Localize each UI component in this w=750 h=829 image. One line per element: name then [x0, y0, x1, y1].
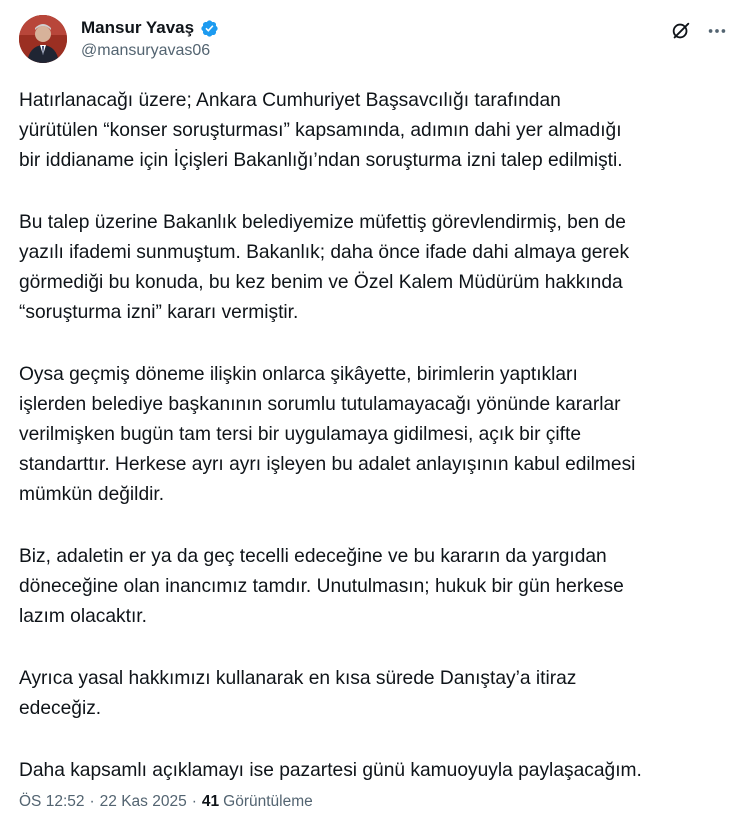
tweet-line: “soruşturma izni” kararı vermiştir.: [19, 302, 299, 323]
views-label[interactable]: Görüntüleme: [223, 793, 313, 810]
tweet-line: yazılı ifademi sunmuştum. Bakanlık; daha önce ifade dahi almaya gerek: [19, 242, 630, 263]
tweet-line: yürütülen “konser soruşturması” kapsamında, adımın dahi yer almadığı: [19, 120, 622, 141]
tweet-text: [19, 86, 732, 786]
tweet-line: döneceğine olan inancımız tamdır. Unutulmasın; hukuk bir gün herkese: [19, 576, 624, 597]
tweet-line: lazım olacaktır.: [19, 606, 147, 627]
meta-separator: ·: [89, 793, 95, 810]
tweet-line: standarttır. Herkese ayrı ayrı işleyen bu adalet anlayışının kabul edilmesi: [19, 454, 636, 475]
tweet-header: [19, 14, 732, 64]
tweet-meta: [19, 792, 313, 812]
avatar-photo: [19, 15, 67, 63]
tweet-line: görmediği bu konuda, bu kez benim ve Özel Kalem Müdürüm hakkında: [19, 272, 623, 293]
tweet-paragraph: [19, 542, 732, 632]
tweet-time[interactable]: ÖS 12:52: [19, 793, 85, 810]
tweet-paragraph: [19, 756, 732, 786]
tweet-line: edeceğiz.: [19, 698, 102, 719]
tweet-line: bir iddianame için İçişleri Bakanlığı’ndan soruşturma izni talep edilmişti.: [19, 150, 623, 171]
author-handle[interactable]: @mansuryavas06: [81, 42, 211, 59]
tweet-line: Biz, adaletin er ya da geç tecelli edeceğine ve bu kararın da yargıdan: [19, 546, 607, 567]
tweet-paragraph: [19, 208, 732, 328]
tweet-line: Bu talep üzerine Bakanlık belediyemize müfettiş görevlendirmiş, ben de: [19, 212, 626, 233]
more-icon[interactable]: [706, 20, 728, 42]
tweet-line: Daha kapsamlı açıklamayı ise pazartesi günü kamuoyuyla paylaşacağım.: [19, 760, 642, 781]
author-names: [81, 17, 219, 61]
views-count[interactable]: 41: [201, 793, 220, 810]
tweet-line: Ayrıca yasal hakkımızı kullanarak en kısa sürede Danıştay’a itiraz: [19, 668, 577, 689]
tweet-line: Oysa geçmiş döneme ilişkin onlarca şikâyette, birimlerin yaptıkları: [19, 364, 578, 385]
display-name[interactable]: Mansur Yavaş: [81, 18, 195, 37]
grok-icon[interactable]: [670, 20, 692, 42]
tweet-paragraph: [19, 360, 732, 510]
meta-separator: ·: [191, 793, 197, 810]
tweet-line: Hatırlanacağı üzere; Ankara Cumhuriyet Başsavcılığı tarafından: [19, 90, 561, 111]
tweet-paragraph: [19, 664, 732, 724]
verified-badge-icon: [200, 19, 219, 38]
avatar[interactable]: [19, 15, 67, 63]
tweet-line: verilmişken bugün tam tersi bir uygulamaya gidilmesi, açık bir çifte: [19, 424, 581, 445]
tweet-date[interactable]: 22 Kas 2025: [99, 793, 187, 810]
name-row: [81, 17, 219, 39]
tweet-line: mümkün değildir.: [19, 484, 165, 505]
tweet-line: işlerden belediye başkanının sorumlu tutulamayacağı yönünde kararlar: [19, 394, 621, 415]
tweet-paragraph: [19, 86, 732, 176]
header-actions: [670, 20, 728, 42]
